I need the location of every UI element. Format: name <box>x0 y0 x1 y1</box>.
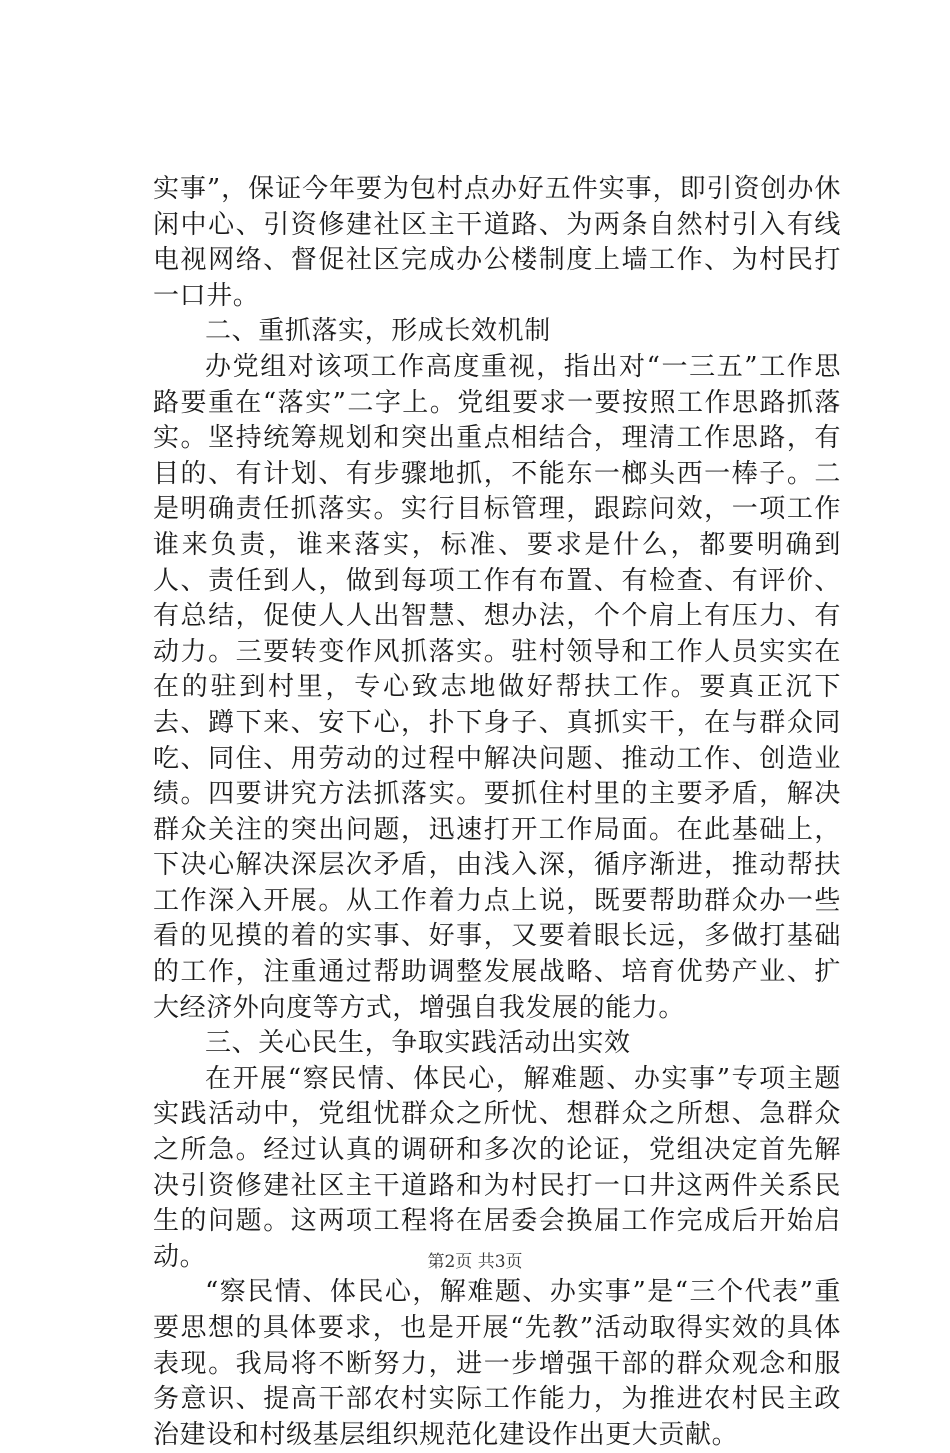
paragraph-4: “察民情、体民心，解难题、办实事”是“三个代表”重要思想的具体要求，也是开展“先教”活动取得实效的具体表现。我局将不断努力，进一步增强干部的群众观念和服务意识、提高干部农村实际工作能力，为推进农村民主政治建设和村级基层组织规范化建设作出更大贡献。 <box>153 1277 841 1450</box>
section-heading-2: 二、重抓落实，形成长效机制 <box>205 316 551 347</box>
page-footer: 第2页 共3页 <box>427 1252 523 1272</box>
paragraph-2: 办党组对该项工作高度重视，指出对“一三五”工作思路要重在“落实”二字上。党组要求一要按照工作思路抓落实。坚持统筹规划和突出重点相结合，理清工作思路，有目的、有计划、有步骤地抓，不能东一榔头西一棒子。二是明确责任抓落实。实行目标管理，跟踪问效，一项工作谁来负责，谁来落实，标准、要求是什么，都要明确到人、责任到人，做到每项工作有布置、有检查、有评价、有总结，促使人人出智慧、想办法，个个肩上有压力、有动力。三要转变作风抓落实。驻村领导和工作人员实实在在的驻到村里，专心致志地做好帮扶工作。要真正沉下去、蹲下来、安下心，扑下身子、真抓实干，在与群众同吃、同住、用劳动的过程中解决问题、推动工作、创造业绩。四要讲究方法抓落实。要抓住村里的主要矛盾，解决群众关注的突出问题，迅速打开工作局面。在此基础上，下决心解决深层次矛盾，由浅入深，循序渐进，推动帮扶工作深入开展。从工作着力点上说，既要帮助群众办一些看的见摸的着的实事、好事，又要着眼长远，多做打基础的工作，注重通过帮助调整发展战略、培育优势产业、扩大经济外向度等方式，增强自我发展的能力。 <box>153 351 841 1023</box>
paragraph-1: 实事”，保证今年要为包村点办好五件实事，即引资创办休闲中心、引资修建社区主干道路、为两条自然村引入有线电视网络、督促社区完成办公楼制度上墙工作、为村民打一口井。 <box>153 174 841 311</box>
paragraph-3: 在开展“察民情、体民心，解难题、办实事”专项主题实践活动中，党组忧群众之所忧、想群众之所想、急群众之所急。经过认真的调研和多次的论证，党组决定首先解决引资修建社区主干道路和为村民打一口井这两件关系民生的问题。这两项工程将在居委会换届工作完成后开始启动。 <box>153 1063 841 1272</box>
section-heading-3: 三、关心民生，争取实践活动出实效 <box>205 1028 631 1059</box>
